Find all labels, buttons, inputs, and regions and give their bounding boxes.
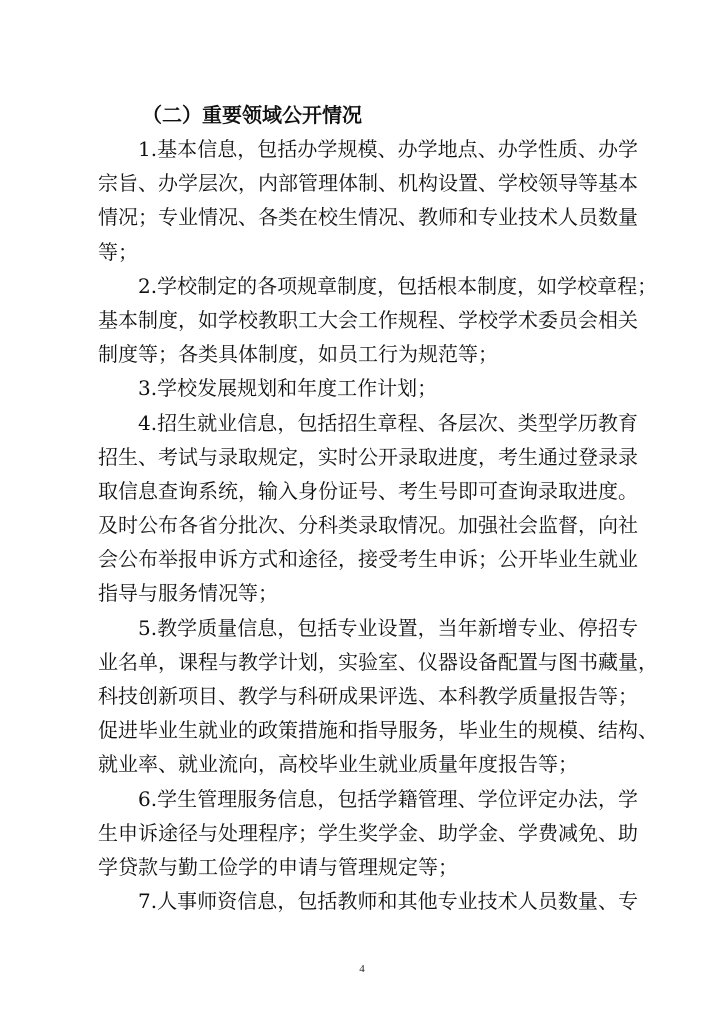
paragraph-line: 及时公布各省分批次、分科类录取情况。加强社会监督，向社	[98, 513, 638, 538]
paragraph-line: 业名单，课程与教学计划，实验室、仪器设备配置与图书藏量，	[98, 649, 658, 674]
paragraph-line: 科技创新项目、教学与科研成果评选、本科教学质量报告等；	[98, 684, 638, 708]
paragraph-line: 情况；专业情况、各类在校生情况、教师和专业技术人员数量	[98, 205, 638, 230]
paragraph-line: 就业率、就业流向，高校毕业生就业质量年度报告等；	[98, 752, 578, 777]
paragraph-line: 会公布举报申诉方式和途径，接受考生申诉；公开毕业生就业	[98, 547, 638, 572]
paragraph-line: 取信息查询系统，输入身份证号、考生号即可查询录取进度。	[98, 478, 638, 503]
paragraph-line: 3.学校发展规划和年度工作计划；	[138, 376, 438, 401]
paragraph-line: 1.基本信息，包括办学规模、办学地点、办学性质、办学	[138, 137, 638, 161]
paragraph-line: 基本制度，如学校教职工大会工作规程、学校学术委员会相关	[98, 307, 638, 332]
paragraph-line: 宗旨、办学层次，内部管理体制、机构设置、学校领导等基本	[98, 171, 638, 196]
paragraph-line: 7.人事师资信息，包括教师和其他专业技术人员数量、专	[138, 889, 638, 914]
paragraph-line: 指导与服务情况等；	[98, 581, 278, 606]
paragraph-line: 4.招生就业信息，包括招生章程、各层次、类型学历教育	[138, 410, 638, 435]
paragraph-line: 制度等；各类具体制度，如员工行为规范等；	[98, 342, 498, 367]
paragraph-admission-employment	[98, 406, 638, 611]
paragraph-teaching-quality	[98, 611, 658, 782]
paragraph-line: 6.学生管理服务信息，包括学籍管理、学位评定办法，学	[138, 786, 638, 811]
section-heading: （二）重要领域公开情况	[142, 103, 362, 127]
page-number: 4	[359, 963, 365, 975]
paragraph-line: 2.学校制定的各项规章制度，包括根本制度，如学校章程；	[138, 273, 658, 298]
paragraph-line: 促进毕业生就业的政策措施和指导服务，毕业生的规模、结构、	[98, 718, 658, 743]
paragraph-personnel	[98, 884, 638, 918]
paragraph-line: 等；	[98, 239, 138, 264]
paragraph-line: 5.教学质量信息，包括专业设置，当年新增专业、停招专	[138, 615, 638, 640]
paragraph-basic-info	[98, 132, 638, 269]
paragraph-student-services	[98, 782, 638, 885]
paragraph-regulations	[98, 269, 658, 372]
paragraph-development-plan	[98, 371, 638, 405]
paragraph-line: 生申诉途径与处理程序；学生奖学金、助学金、学费减免、助	[98, 820, 638, 845]
document-body	[98, 98, 658, 918]
paragraph-line: 招生、考试与录取规定，实时公开录取进度，考生通过登录录	[98, 444, 638, 469]
paragraph-line: 学贷款与勤工俭学的申请与管理规定等；	[98, 854, 458, 879]
